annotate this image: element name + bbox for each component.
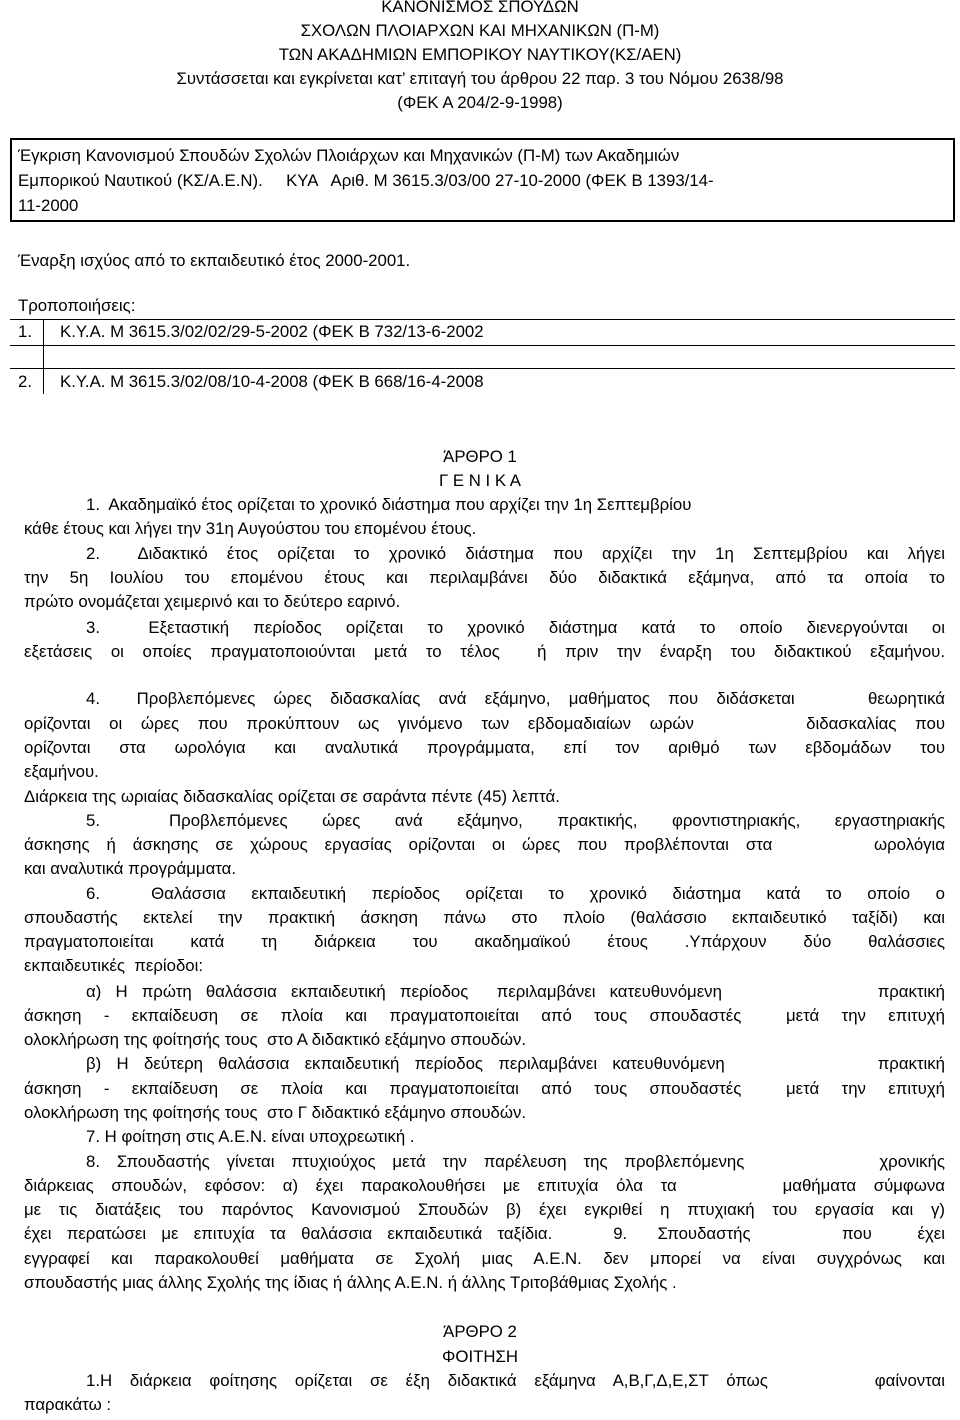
article1-line: 4. Προβλεπόμενες ώρες διδασκαλίας ανά εξάμηνο, μαθήματος που διδάσκεται θεωρητικά <box>86 689 945 708</box>
amendment-num-1: 1. <box>18 322 32 341</box>
amendments-divider <box>43 319 44 394</box>
article1-line: διάρκειας σπουδών, εφόσον: α) έχει παρακολουθήσει με επιτυχία όλα τα μαθήματα σύμφωνα <box>24 1176 945 1195</box>
article1-line: 8. Σπουδαστής γίνεται πτυχιούχος μετά την παρέλευση της προβλεπόμενης χρονικής <box>86 1152 945 1171</box>
article1-heading: ΆΡΘΡΟ 1 <box>443 447 517 466</box>
amendments-rule-2 <box>10 345 955 346</box>
article1-line: ολοκλήρωση της φοίτησής τους στο Γ διδακτικό εξάμηνο σπουδών. <box>24 1103 526 1122</box>
article1-line: πραγματοποιείται κατά τη διάρκεια του ακαδημαϊκού έτους .Υπάρχουν δύο θαλάσσιες <box>24 932 945 951</box>
amendments-title: Τροποποιήσεις: <box>18 296 136 315</box>
article1-line: πρώτο ονομάζεται χειμερινό και το δεύτερο εαρινό. <box>24 592 401 611</box>
article2-line: παρακάτω : <box>24 1395 111 1414</box>
article1-line: άσκηση - εκπαίδευση σε πλοία και πραγματοποιείται από τους σπουδαστές μετά την επιτυχή <box>24 1079 945 1098</box>
article2-subheading: ΦΟΙΤΗΣΗ <box>442 1347 518 1366</box>
article1-line: Διάρκεια της ωριαίας διδασκαλίας ορίζεται σε σαράντα πέντε (45) λεπτά. <box>24 787 560 806</box>
header-line-5: (ΦΕΚ Α 204/2-9-1998) <box>397 93 563 112</box>
article1-line: ορίζονται οι ώρες που προκύπτουν ως γινόμενο των εβδομαδιαίων ωρών διδασκαλίας που <box>24 714 945 733</box>
effective-date: Έναρξη ισχύος από το εκπαιδευτικό έτος 2000-2001. <box>18 251 411 270</box>
article1-line: 6. Θαλάσσια εκπαιδευτική περίοδος ορίζεται το χρονικό διάστημα κατά το οποίο ο <box>86 884 945 903</box>
article1-line: α) Η πρώτη θαλάσσια εκπαιδευτική περίοδος περιλαμβάνει κατευθυνόμενη πρακτική <box>86 982 945 1001</box>
article1-line: άσκησης ή άσκησης σε χώρους εργασίας ορίζονται οι ώρες που προβλέπονται στα ωρολόγια <box>24 835 945 854</box>
article2-heading: ΆΡΘΡΟ 2 <box>443 1322 517 1341</box>
article1-line: 7. Η φοίτηση στις Α.Ε.Ν. είναι υποχρεωτική . <box>86 1127 415 1146</box>
amendment-text-1: Κ.Υ.Α. Μ 3615.3/02/02/29-5-2002 (ΦΕΚ Β 732/13-6-2002 <box>60 322 484 341</box>
article1-line: ορίζονται στα ωρολόγια και αναλυτικά προγράμματα, επί τον αριθμό των εβδομάδων του <box>24 738 945 757</box>
article1-subheading: Γ Ε Ν Ι Κ Α <box>439 471 521 490</box>
amendments-rule-top <box>10 319 955 320</box>
amendment-text-2: Κ.Υ.Α. Μ 3615.3/02/08/10-4-2008 (ΦΕΚ Β 668/16-4-2008 <box>60 372 484 391</box>
article1-line: 1. Ακαδημαϊκό έτος ορίζεται το χρονικό διάστημα που αρχίζει την 1η Σεπτεμβρίου <box>86 495 692 514</box>
article1-line: εξετάσεις οι οποίες πραγματοποιούνται μετά το τέλος ή πριν την έναρξη του διδακτικού εξαμήνου. <box>24 642 945 661</box>
header-line-2: ΣΧΟΛΩΝ ΠΛΟΙΑΡΧΩΝ ΚΑΙ ΜΗΧΑΝΙΚΩΝ (Π-Μ) <box>300 21 660 40</box>
approval-line-2: Εμπορικού Ναυτικού (ΚΣ/Α.Ε.Ν). ΚΥΑ Αριθ. Μ 3615.3/03/00 27-10-2000 (ΦΕΚ Β 1393/14- <box>18 171 714 190</box>
article1-line: εξαμήνου. <box>24 762 99 781</box>
article1-line: την 5η Ιουλίου του επομένου έτους και περιλαμβάνει δύο διδακτικά εξάμηνα, από τα οποία το <box>24 568 945 587</box>
amendments-rule-3 <box>10 368 955 369</box>
amendment-num-2: 2. <box>18 372 32 391</box>
article1-line: εκπαιδευτικές περίοδοι: <box>24 956 204 975</box>
article1-line: 2. Διδακτικό έτος ορίζεται το χρονικό διάστημα που αρχίζει την 1η Σεπτεμβρίου και λήγει <box>86 544 945 563</box>
article1-line: κάθε έτους και λήγει την 31η Αυγούστου του επομένου έτους. <box>24 519 477 538</box>
article1-line: σπουδαστής εκτελεί την πρακτική άσκηση πάνω στο πλοίο (θαλάσσιο εκπαιδευτικό ταξίδι) και <box>24 908 945 927</box>
article1-line: 3. Εξεταστική περίοδος ορίζεται το χρονικό διάστημα κατά το οποίο διενεργούνται οι <box>86 618 945 637</box>
article1-line: εγγραφεί και παρακολουθεί μαθήματα σε Σχολή μιας Α.Ε.Ν. δεν μπορεί να είναι συγχρόνως και <box>24 1249 945 1268</box>
article1-line: άσκηση - εκπαίδευση σε πλοία και πραγματοποιείται από τους σπουδαστές μετά την επιτυχή <box>24 1006 945 1025</box>
article1-line: και αναλυτικά προγράμματα. <box>24 859 237 878</box>
approval-line-3: 11-2000 <box>18 196 79 215</box>
article1-line: σπουδαστής μιας άλλης Σχολής της ίδιας ή άλλης Α.Ε.Ν. ή άλλης Τριτοβάθμιας Σχολής . <box>24 1273 677 1292</box>
article1-line: έχει περατώσει με επιτυχία τα θαλάσσια εκπαιδευτικά ταξίδια. 9. Σπουδαστής που έχει <box>24 1224 945 1243</box>
header-line-3: ΤΩΝ ΑΚΑΔΗΜΙΩΝ ΕΜΠΟΡΙΚΟΥ ΝΑΥΤΙΚΟΥ(ΚΣ/ΑΕΝ) <box>278 45 682 64</box>
approval-line-1: Έγκριση Κανονισμού Σπουδών Σχολών Πλοιάρχων και Μηχανικών (Π-Μ) των Ακαδημιών <box>18 146 680 165</box>
header-line-1: ΚΑΝΟΝΙΣΜΟΣ ΣΠΟΥΔΩΝ <box>381 0 579 16</box>
article1-line: 5. Προβλεπόμενες ώρες ανά εξάμηνο, πρακτικής, φροντιστηριακής, εργαστηριακής <box>86 811 945 830</box>
article1-line: με τις διατάξεις του παρόντος Κανονισμού Σπουδών β) έχει εγκριθεί η πτυχιακή του εργασία και γ) <box>24 1200 945 1219</box>
header-line-4: Συντάσσεται και εγκρίνεται κατ’ επιταγή του άρθρου 22 παρ. 3 του Νόμου 2638/98 <box>176 69 784 88</box>
article1-line: ολοκλήρωση της φοίτησής τους στο Α διδακτικό εξάμηνο σπουδών. <box>24 1030 527 1049</box>
article1-line: β) Η δεύτερη θαλάσσια εκπαιδευτική περίοδος περιλαμβάνει κατευθυνόμενη πρακτική <box>86 1054 945 1073</box>
article2-line: 1.Η διάρκεια φοίτησης ορίζεται σε έξη διδακτικά εξάμηνα Α,Β,Γ,Δ,Ε,ΣΤ όπως φαίνονται <box>86 1371 945 1390</box>
